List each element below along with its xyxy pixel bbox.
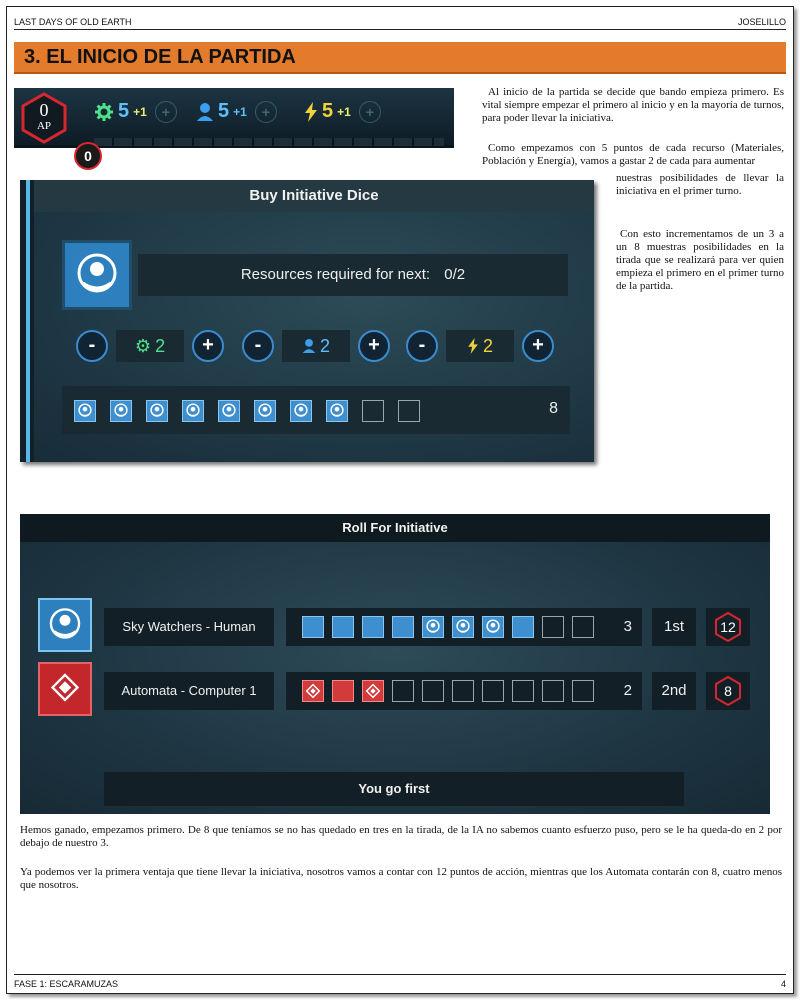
- materials-plus-button[interactable]: +: [192, 330, 224, 362]
- empty-die-slot: [572, 680, 594, 702]
- rolled-die: [362, 616, 384, 638]
- roll-initiative-panel: [20, 514, 770, 814]
- section-title: 3. EL INICIO DE LA PARTIDA: [14, 42, 786, 74]
- page-footer: [14, 974, 786, 990]
- initiative-dice-row: [62, 386, 570, 434]
- automata-icon: [40, 664, 90, 714]
- empty-die-slot: [452, 680, 474, 702]
- lightning-icon: [304, 102, 318, 122]
- paragraph-resources: Como empezamos con 5 puntos de cada recurso (Materiales, Población y Energía), vamos a gastar 2 de cada para aumentar: [482, 142, 784, 167]
- player-2-name: Automata - Computer 1: [104, 672, 274, 710]
- player-2-order: 2nd: [652, 672, 696, 710]
- empty-die-slot: [542, 680, 564, 702]
- energy-value: 5: [322, 100, 334, 122]
- person-icon: [196, 102, 214, 122]
- success-die: [482, 616, 504, 638]
- paragraph-intro: Al inicio de la partida se decide que bando empieza primero. Es vital siempre empezar el primero al inicio y en la mayoría de turnos, para poder llevar la iniciativa.: [482, 86, 784, 124]
- player-1-name: Sky Watchers - Human: [104, 608, 274, 646]
- buy-panel-title: Buy Initiative Dice: [34, 180, 594, 212]
- player-1-dice: [286, 608, 642, 646]
- action-track: [94, 138, 444, 146]
- player-1-dice-count: 3: [623, 618, 632, 635]
- materials-value: 5: [118, 100, 130, 122]
- player-1-order: 1st: [652, 608, 696, 646]
- empty-die-slot: [572, 616, 594, 638]
- ap-hexagon: [20, 92, 68, 144]
- initiative-die: [74, 400, 96, 422]
- gear-icon: [94, 102, 114, 122]
- header-author: JOSELILLO: [737, 17, 786, 27]
- empty-die-slot: [392, 680, 414, 702]
- population-plus-button[interactable]: +: [358, 330, 390, 362]
- rolled-die: [332, 680, 354, 702]
- faction-logo: [62, 240, 132, 310]
- page-number: 4: [780, 979, 786, 989]
- player-2-logo: [38, 662, 92, 716]
- rolled-die: [392, 616, 414, 638]
- footer-phase: FASE 1: ESCARAMUZAS: [14, 979, 119, 989]
- player-2-dice-count: 2: [623, 682, 632, 699]
- gear-icon: ⚙: [134, 335, 152, 356]
- sky-watchers-icon: [65, 243, 129, 307]
- resources-required: [138, 254, 568, 296]
- ap-label: AP: [36, 120, 52, 132]
- round-counter: 0: [74, 142, 102, 170]
- paragraph-increment: Con esto incrementamos de un 3 a un 8 muestras posibilidades en la tirada que se realizará para ver quien empieza el primero en el primer turno de la partida.: [616, 228, 784, 292]
- success-die: [422, 616, 444, 638]
- paragraph-advantage: Ya podemos ver la primera ventaja que tiene llevar la iniciativa, nosotros vamos a contar con 12 puntos de acción, mientras que los Automata contarán con 8, cuatro menos que nosotros.: [20, 866, 782, 891]
- empty-die-slot: [398, 400, 420, 422]
- rolled-die: [512, 616, 534, 638]
- player-1-ap: [706, 608, 750, 646]
- result-banner: You go first: [104, 772, 684, 806]
- empty-die-slot: [512, 680, 534, 702]
- initiative-die: [290, 400, 312, 422]
- energy-increment: +1: [337, 104, 351, 119]
- buy-initiative-panel: [20, 180, 594, 462]
- person-icon: [302, 338, 316, 354]
- panel-stripe: [20, 180, 34, 462]
- roll-panel-title: Roll For Initiative: [20, 514, 770, 542]
- resource-bar: [14, 88, 474, 164]
- rolled-die: [302, 616, 324, 638]
- dice-count: 8: [549, 400, 558, 417]
- initiative-die: [110, 400, 132, 422]
- player-1-ap-value: 12: [720, 619, 736, 635]
- player-1-logo: [38, 598, 92, 652]
- materials-resource: [94, 100, 177, 123]
- materials-plus-button[interactable]: +: [155, 101, 177, 123]
- success-die: [452, 616, 474, 638]
- materials-increment: +1: [133, 104, 147, 119]
- population-value: 5: [218, 100, 230, 122]
- player-2-ap: [706, 672, 750, 710]
- energy-resource: [304, 100, 381, 123]
- initiative-die: [218, 400, 240, 422]
- initiative-die: [146, 400, 168, 422]
- materials-spend: [116, 330, 184, 362]
- energy-minus-button[interactable]: -: [406, 330, 438, 362]
- empty-die-slot: [482, 680, 504, 702]
- empty-die-slot: [422, 680, 444, 702]
- sky-watchers-icon: [40, 600, 90, 650]
- player-2-dice: [286, 672, 642, 710]
- initiative-die: [254, 400, 276, 422]
- population-resource: [196, 100, 277, 123]
- resources-required-label: Resources required for next:: [240, 266, 431, 283]
- success-die: [302, 680, 324, 702]
- empty-die-slot: [542, 616, 564, 638]
- materials-minus-button[interactable]: -: [76, 330, 108, 362]
- page-header: [14, 14, 786, 30]
- energy-plus-button[interactable]: +: [522, 330, 554, 362]
- paragraph-resources-cont: nuestras posibilidades de llevar la iniciativa en el primer turno.: [616, 172, 784, 197]
- population-spend-value: 2: [319, 335, 330, 356]
- initiative-die: [326, 400, 348, 422]
- initiative-die: [182, 400, 204, 422]
- materials-spend-value: 2: [155, 335, 166, 356]
- energy-plus-button[interactable]: +: [359, 101, 381, 123]
- paragraph-result: Hemos ganado, empezamos primero. De 8 que teníamos se no has quedado en tres en la tirada, de la IA no sabemos cuanto esfuerzo puso, pero se le ha queda-do en 2 por debajo de nuestro 3.: [20, 824, 782, 849]
- rolled-die: [332, 616, 354, 638]
- player-2-ap-value: 8: [724, 683, 732, 699]
- energy-spend: [446, 330, 514, 362]
- population-plus-button[interactable]: +: [255, 101, 277, 123]
- population-increment: +1: [233, 104, 247, 119]
- population-spend: [282, 330, 350, 362]
- population-minus-button[interactable]: -: [242, 330, 274, 362]
- resources-required-value: 0/2: [444, 266, 466, 283]
- energy-spend-value: 2: [482, 335, 493, 356]
- ap-value: 0: [39, 100, 49, 120]
- empty-die-slot: [362, 400, 384, 422]
- lightning-icon: [467, 338, 479, 354]
- header-game-title: LAST DAYS OF OLD EARTH: [14, 17, 132, 27]
- success-die: [362, 680, 384, 702]
